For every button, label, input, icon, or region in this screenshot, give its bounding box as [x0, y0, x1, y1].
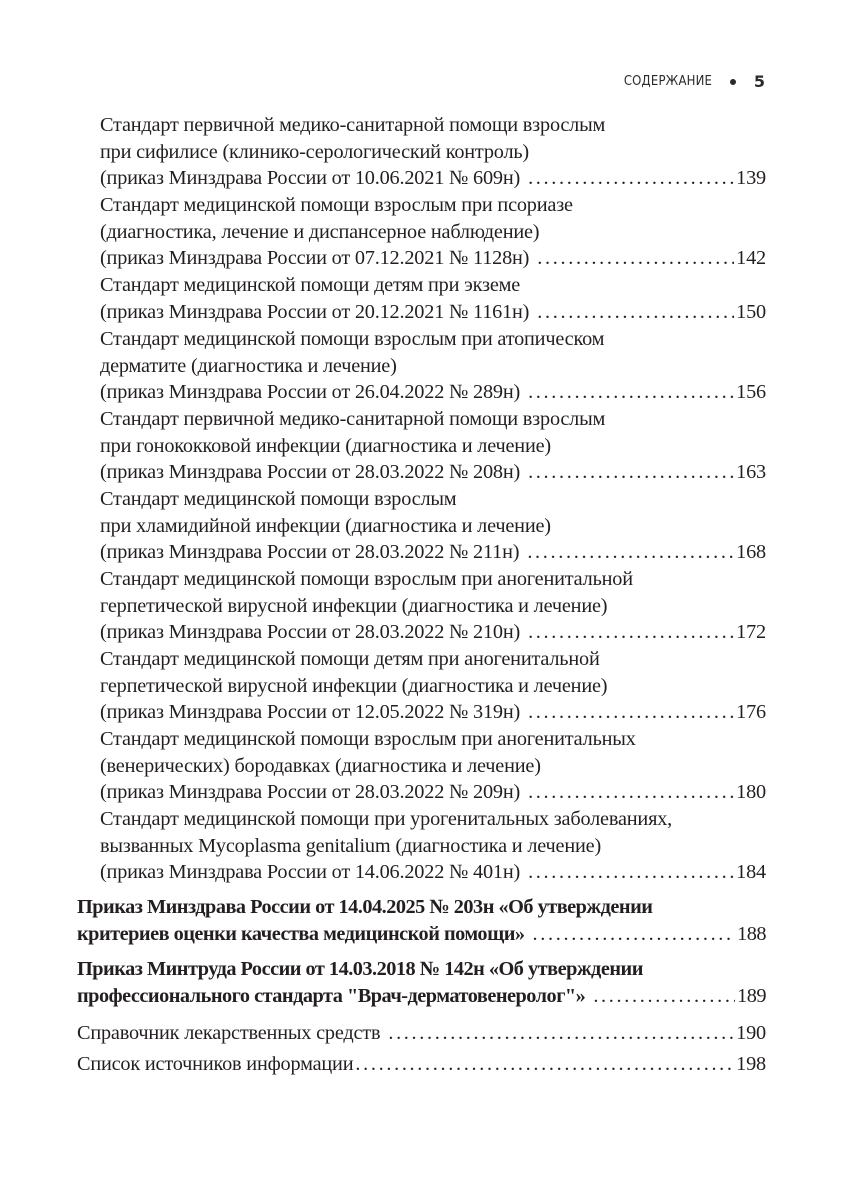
- entry-page: 180: [736, 781, 766, 803]
- dot-leader: [355, 1051, 734, 1078]
- entry-line: (приказ Минздрава России от 28.03.2022 № 208н): [100, 461, 521, 483]
- dot-leader: [537, 245, 734, 272]
- entry-page: 163: [736, 461, 766, 483]
- entry-page: 142: [736, 247, 766, 269]
- dot-leader: [537, 299, 734, 326]
- entry-page: 150: [736, 300, 766, 323]
- entry-line: критериев оценки качества медицинской помощи»: [77, 922, 525, 945]
- entry-line: (венерических) бородавках (диагностика и лечение): [100, 754, 541, 777]
- bullet-dot-icon: [730, 79, 736, 85]
- dot-leader: [533, 921, 736, 948]
- dot-leader: [528, 379, 734, 406]
- entry-page: 188: [737, 922, 766, 945]
- toc-entry[interactable]: [100, 486, 766, 566]
- entry-page: 172: [736, 621, 766, 643]
- entry-line: герпетической вирусной инфекции (диагностика и лечение): [100, 674, 608, 697]
- entry-line: (приказ Минздрава России от 12.05.2022 № 319н): [100, 701, 521, 723]
- entry-line: Стандарт медицинской помощи взрослым при аногенитальных: [100, 728, 636, 750]
- entry-line: при гонококковой инфекции (диагностика и лечение): [100, 434, 551, 457]
- entry-line: Приказ Минздрава России от 14.04.2025 № 203н «Об утверждении: [77, 896, 653, 918]
- dot-leader: [528, 165, 734, 192]
- entry-line: (приказ Минздрава России от 28.03.2022 № 210н): [100, 621, 521, 643]
- entry-line: вызванных Mycoplasma genitalium (диагностика и лечение): [100, 834, 602, 857]
- entry-line: Приказ Минтруда России от 14.03.2018 № 142н «Об утверждении: [77, 958, 643, 980]
- entry-page: 189: [737, 984, 766, 1007]
- entry-page: 190: [736, 1022, 766, 1044]
- entry-line: (приказ Минздрава России от 20.12.2021 № 1161н): [100, 300, 530, 323]
- entry-line: при сифилисе (клинико-серологический контроль): [100, 140, 529, 163]
- entry-line: Стандарт медицинской помощи детям при аногенитальной: [100, 648, 600, 670]
- dot-leader: [593, 983, 735, 1010]
- toc-entry-bold[interactable]: [77, 894, 766, 947]
- entry-line: Стандарт первичной медико-санитарной помощи взрослым: [100, 408, 606, 430]
- dot-leader: [528, 699, 734, 726]
- dot-leader: [528, 459, 734, 486]
- toc-entry[interactable]: [77, 1020, 766, 1047]
- entry-line: Стандарт медицинской помощи при урогенитальных заболеваниях,: [100, 808, 673, 830]
- entry-line: дерматите (диагностика и лечение): [100, 354, 397, 377]
- dot-leader: [528, 779, 734, 806]
- entry-line: герпетической вирусной инфекции (диагностика и лечение): [100, 594, 608, 617]
- entry-line: (диагностика, лечение и диспансерное наблюдение): [100, 220, 540, 243]
- entry-line: (приказ Минздрава России от 14.06.2022 № 401н): [100, 861, 521, 883]
- toc-entry[interactable]: [100, 726, 766, 806]
- dot-leader: [528, 619, 734, 646]
- entry-line: Стандарт медицинской помощи взрослым: [100, 488, 457, 510]
- entry-line: Стандарт медицинской помощи взрослым при атопическом: [100, 328, 605, 350]
- entry-line: Стандарт медицинской помощи взрослым при псориазе: [100, 194, 573, 216]
- entry-page: 139: [736, 167, 766, 189]
- entry-line: Стандарт медицинской помощи взрослым при аногенитальной: [100, 568, 633, 590]
- entry-line: (приказ Минздрава России от 28.03.2022 № 209н): [100, 781, 521, 803]
- entry-page: 176: [736, 701, 766, 723]
- entry-line: (приказ Минздрава России от 26.04.2022 № 289н): [100, 381, 521, 403]
- toc-entry[interactable]: [100, 112, 766, 192]
- entry-page: 168: [736, 541, 766, 563]
- page-number: 5: [753, 72, 765, 91]
- entry-page: 198: [736, 1053, 766, 1075]
- running-header: [614, 72, 765, 91]
- dot-leader: [388, 1020, 734, 1047]
- entry-line: при хламидийной инфекции (диагностика и лечение): [100, 514, 551, 537]
- entry-line: Справочник лекарственных средств: [77, 1022, 381, 1044]
- entry-line: (приказ Минздрава России от 28.03.2022 № 211н): [100, 541, 520, 563]
- toc-entry[interactable]: [100, 326, 766, 406]
- dot-leader: [527, 539, 734, 566]
- toc-entry[interactable]: [100, 192, 766, 272]
- entry-line: Стандарт медицинской помощи детям при экземе: [100, 274, 521, 296]
- entry-line: Список источников информации: [77, 1053, 354, 1075]
- section-title: СОДЕРЖАНИЕ: [623, 74, 712, 89]
- toc-entry[interactable]: [100, 806, 766, 886]
- entry-line: (приказ Минздрава России от 07.12.2021 № 1128н): [100, 247, 530, 269]
- entry-page: 156: [736, 381, 766, 403]
- toc-entry[interactable]: [100, 272, 766, 325]
- toc-entry[interactable]: [100, 566, 766, 646]
- entry-page: 184: [736, 861, 766, 883]
- toc-entry[interactable]: [100, 646, 766, 726]
- toc-entry[interactable]: [100, 406, 766, 486]
- dot-leader: [528, 859, 734, 886]
- toc-entry[interactable]: [77, 1051, 766, 1078]
- entry-line: профессионального стандарта "Врач-дерматовенеролог"»: [77, 984, 586, 1007]
- entry-line: Стандарт первичной медико-санитарной помощи взрослым: [100, 114, 606, 136]
- entry-line: (приказ Минздрава России от 10.06.2021 № 609н): [100, 167, 521, 189]
- toc-entry-bold[interactable]: [77, 956, 766, 1009]
